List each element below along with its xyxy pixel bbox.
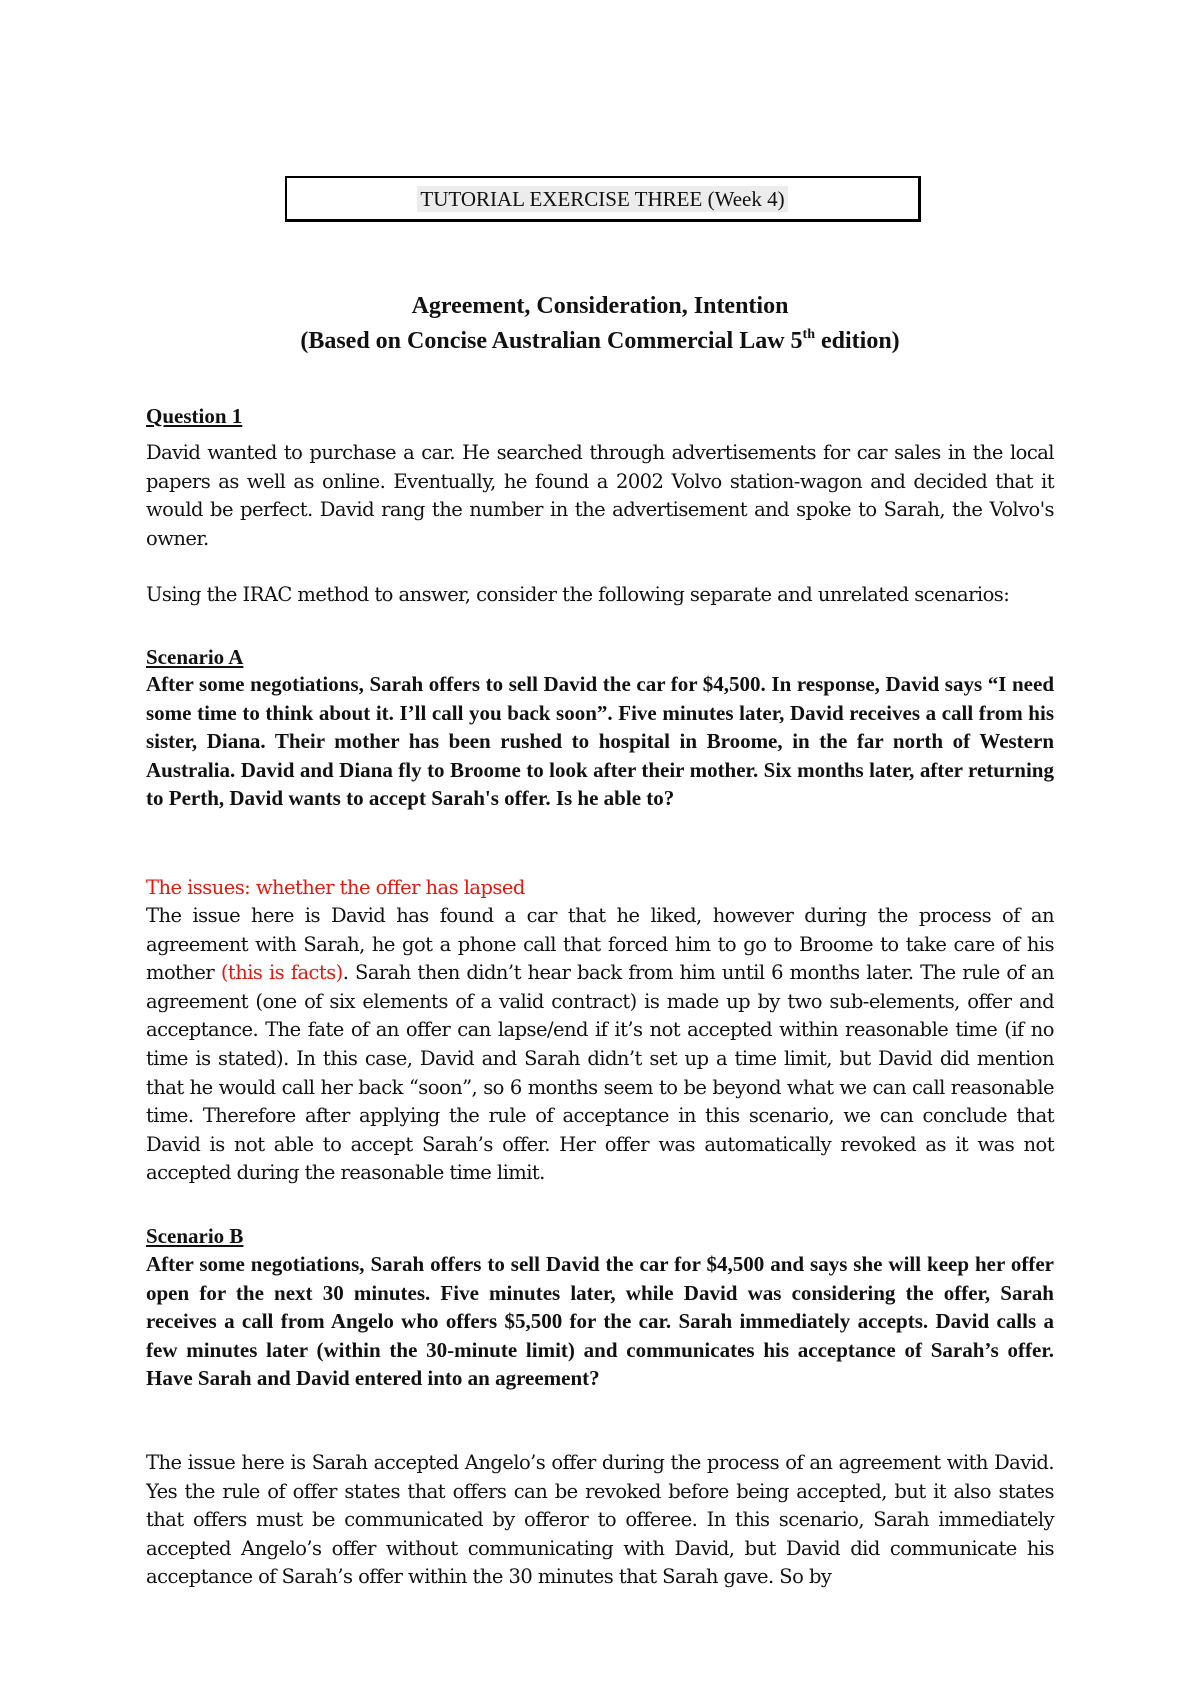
question-1-intro: David wanted to purchase a car. He searched through advertisements for car sales in the local papers as well as online. Eventually, he found a 2002 Volvo station-wagon and decided that it would be perfect. David rang the number in the advertisement and spoke to Sarah, the Volvo's owner. xyxy=(146,441,1054,550)
scenario-b-label: Scenario B xyxy=(146,1224,244,1248)
scenario-a-label: Scenario A xyxy=(146,645,244,669)
question-1-instruction: Using the IRAC method to answer, consider the following separate and unrelated scenarios: xyxy=(146,583,1010,606)
tutorial-title: TUTORIAL EXERCISE THREE (Week 4) xyxy=(417,186,787,212)
question-1-label: Question 1 xyxy=(146,404,243,428)
title-box xyxy=(285,176,921,222)
sub-heading: (Based on Concise Australian Commercial Law 5th edition) xyxy=(300,327,900,354)
scenario-b-question: After some negotiations, Sarah offers to sell David the car for $4,500 and says she will keep her offer open for the next 30 minutes. Five minutes later, while David was considering the offer, Sarah receives a call from Angelo who offers $5,500 for the car. Sarah immediately accepts. David calls a few minutes later (within the 30-minute limit) and communicates his acceptance of Sarah’s offer. Have Sarah and David entered into an agreement? xyxy=(146,1252,1054,1391)
scenario-a-answer: The issue here is David has found a car that he liked, however during the process of an agreement with Sarah, he got a phone call that forced him to go to Broome to take care of his mother (this is facts). Sarah then didn’t hear back from him until 6 months later. The rule of an agreement (one of six elements of a valid contract) is made up by two sub-elements, offer and acceptance. The fate of an offer can lapse/end if it’s not accepted within reasonable time (if no time is stated). In this case, David and Sarah didn’t set up a time limit, but David did mention that he would call her back “soon”, so 6 months seem to be beyond what we can call reasonable time. Therefore after applying the rule of acceptance in this scenario, we can conclude that David is not able to accept Sarah’s offer. Her offer was automatically revoked as it was not accepted during the reasonable time limit. xyxy=(146,904,1054,1185)
scenario-a-issue-heading: The issues: whether the offer has lapsed xyxy=(146,876,525,899)
scenario-a-question: After some negotiations, Sarah offers to sell David the car for $4,500. In response, David says “I need some time to think about it. I’ll call you back soon”. Five minutes later, David receives a call from his sister, Diana. Their mother has been rushed to hospital in Broome, in the far north of Western Australia. David and Diana fly to Broome to look after their mother. Six months later, after returning to Perth, David wants to accept Sarah's offer. Is he able to? xyxy=(146,672,1054,811)
main-heading: Agreement, Consideration, Intention xyxy=(411,293,789,319)
scenario-b-answer: The issue here is Sarah accepted Angelo’s offer during the process of an agreement with David. Yes the rule of offer states that offers can be revoked before being accepted, but it also states that offers must be communicated by offeror to offeree. In this scenario, Sarah immediately accepted Angelo’s offer without communicating with David, but David did communicate his acceptance of Sarah’s offer within the 30 minutes that Sarah gave. So by xyxy=(146,1451,1054,1589)
